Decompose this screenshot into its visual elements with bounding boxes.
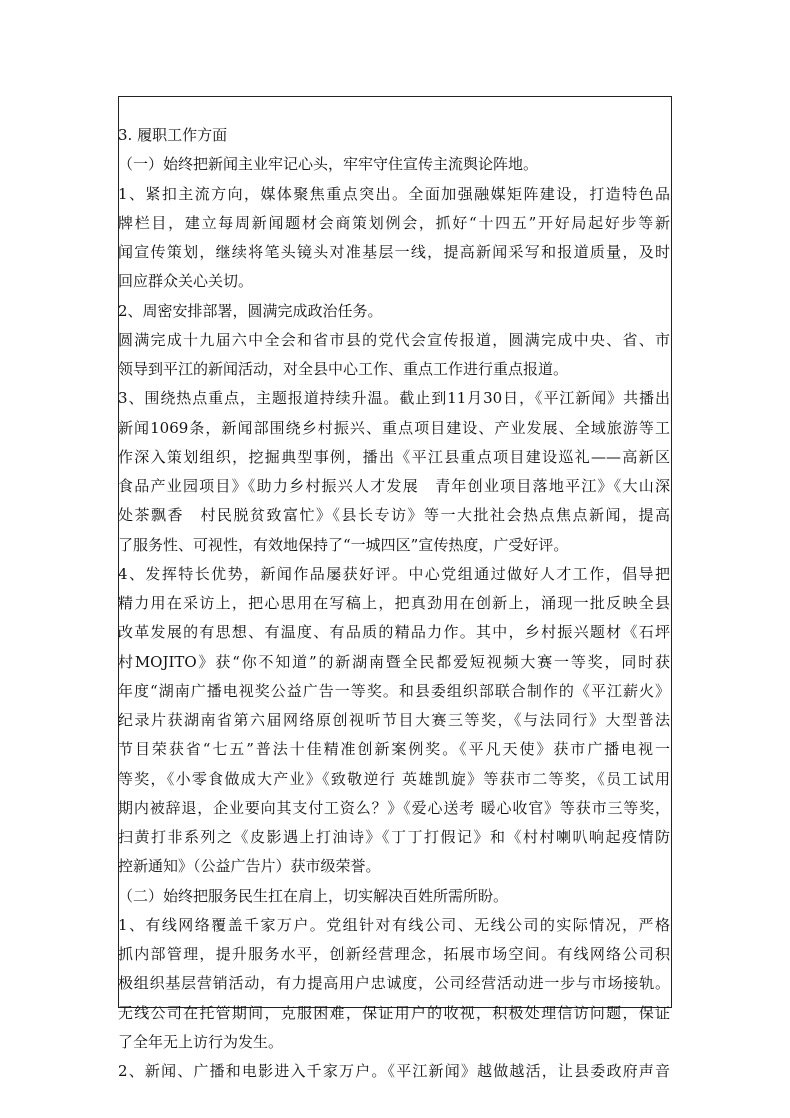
paragraph-line: 控新通知》（公益广告片）获市级荣誉。 [118, 857, 381, 876]
paragraph-line: 处茶飘香 村民脱贫致富忙》《县长专访》等一大批社会热点焦点新闻，提高 [118, 506, 670, 525]
paragraph-line: 村MOJITO》获“你不知道”的新湖南暨全民都爱短视频大赛一等奖，同时获 [118, 652, 670, 671]
paragraph-line: 年度“湖南广播电视奖公益广告一等奖。和县委组织部联合制作的《平江薪火》 [118, 681, 670, 700]
paragraph-line: 4、发挥特长优势，新闻作品屡获好评。中心党组通过做好人才工作，倡导把 [118, 564, 670, 583]
paragraph-line: 回应群众关心关切。 [118, 272, 254, 291]
paragraph-line: 改革发展的有思想、有温度、有品质的精品力作。其中，乡村振兴题材《石坪 [118, 623, 670, 642]
paragraph-line: 纪录片获湖南省第六届网络原创视听节目大赛三等奖，《与法同行》大型普法 [118, 711, 670, 729]
paragraph-line: 了全年无上访行为发生。 [118, 1032, 284, 1051]
paragraph-line: 抓内部管理，提升服务水平，创新经营理念，拓展市场空间。有线网络公司积 [118, 945, 670, 963]
paragraph-line: 领导到平江的新闻活动，对全县中心工作、重点工作进行重点报道。 [118, 360, 569, 378]
paragraph-line: 3、围绕热点重点，主题报道持续升温。截止到11月30日，《平江新闻》共播出 [118, 389, 670, 408]
paragraph-line: 食品产业园项目》《助力乡村振兴人才发展 青年创业项目落地平江》《大山深 [118, 477, 670, 495]
paragraph-line: 2、新闻、广播和电影进入千家万户。《平江新闻》越做越活，让县委政府声音 [118, 1062, 670, 1080]
paragraph-line: 闻宣传策划，继续将笔头镜头对准基层一线，提高新闻采写和报道质量，及时 [118, 243, 670, 261]
paragraph-line: 1、紧扣主流方向，媒体聚焦重点突出。全面加强融媒矩阵建设，打造特色品 [118, 184, 670, 203]
paragraph-line: 期内被辞退，企业要向其支付工资么？》《爱心送考 暖心收官》等获市三等奖， [118, 798, 670, 817]
paragraph-line: 新闻1069条，新闻部围绕乡村振兴、重点项目建设、产业发展、全域旅游等工 [118, 418, 670, 437]
paragraph-line: 1、有线网络覆盖千家万户。党组针对有线公司、无线公司的实际情况，严格 [118, 915, 670, 934]
subsection-heading-2: （二）始终把服务民生扛在肩上，切实解决百姓所需所盼。 [118, 886, 509, 905]
paragraph-line: 无线公司在托管期间，克服困难，保证用户的收视，积极处理信访问题，保证 [118, 1003, 670, 1022]
paragraph-line: 节目荣获省“七五”普法十佳精准创新案例奖。《平凡天使》获市广播电视一 [118, 740, 670, 759]
paragraph-line: 精力用在采访上，把心思用在写稿上，把真劲用在创新上，涌现一批反映全县 [118, 594, 670, 612]
paragraph-line: 扫黄打非系列之《皮影遇上打油诗》《丁丁打假记》和《村村喇叭响起疫情防 [118, 828, 670, 846]
document-body [118, 121, 678, 1086]
paragraph-line: 圆满完成十九届六中全会和省市县的党代会宣传报道，圆满完成中央、省、市 [118, 330, 670, 349]
paragraph-line: 作深入策划组织，挖掘典型事例，播出《平江县重点项目建设巡礼——高新区 [118, 447, 670, 466]
section-heading: 3. 履职工作方面 [118, 126, 228, 144]
paragraph-line: 了服务性、可视性，有效地保持了“一城四区”宣传热度，广受好评。 [118, 535, 569, 554]
paragraph-line: 等奖，《小零食做成大产业》《致敬逆行 英雄凯旋》等获市二等奖，《员工试用 [118, 769, 670, 788]
paragraph-line: 2、周密安排部署，圆满完成政治任务。 [118, 301, 383, 320]
paragraph-line: 牌栏目，建立每周新闻题材会商策划例会，抓好“十四五”开好局起好步等新 [118, 213, 670, 232]
paragraph-line: 极组织基层营销活动，有力提高用户忠诚度，公司经营活动进一步与市场接轨。 [118, 974, 670, 993]
subsection-heading-1: （一）始终把新闻主业牢记心头，牢牢守住宣传主流舆论阵地。 [118, 155, 539, 174]
